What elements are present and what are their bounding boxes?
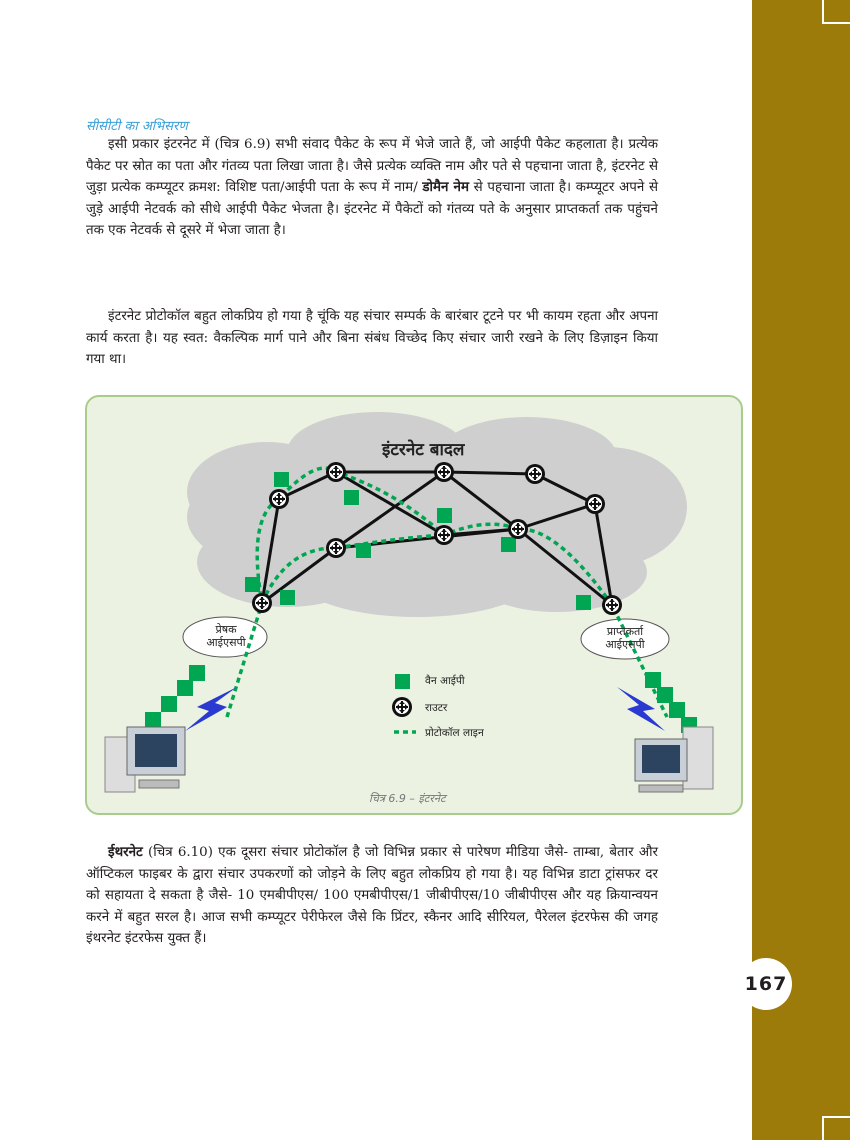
- label-line: आईएसपी: [605, 638, 645, 651]
- router-icon: [326, 538, 346, 558]
- receiver-computer-icon: [635, 727, 713, 792]
- sender-isp-label: [193, 623, 259, 649]
- router-icon: [269, 489, 289, 509]
- router-icon: [326, 462, 346, 482]
- figure-internet: [85, 395, 743, 815]
- legend-wan-ip: वैन आईपी: [425, 675, 465, 687]
- legend-protocol-line: प्रोटोकॉल लाइन: [425, 727, 484, 739]
- router-icon: [434, 462, 454, 482]
- paragraph-3: [86, 842, 658, 950]
- corner-mark-top: [822, 0, 850, 24]
- page-number: 167: [740, 958, 792, 1010]
- text: इसी प्रकार इंटरनेट में (चित्र 6.9) सभी संवाद पैकेट के रूप में भेजे जाते हैं, जो आईपी पैकेट कहलाता है। प्रत्येक पैकेट पर स्रोत का पता और गंतव्य पता लिखा जाता है। जैसे प्रत्येक व्यक्ति नाम और पते से पहचाना जाता है, इंटरनेट से जुड़ा प्रत्येक कम्प्यूटर क्रमश: विशिष्ट पता/आईपी पता के रूप में नाम/: [86, 137, 658, 195]
- label-line: प्राप्तकर्ता: [606, 625, 644, 638]
- figure-caption: चित्र 6.9 – इंटरनेट: [369, 792, 446, 805]
- figure-title: इंटरनेट बादल: [382, 440, 465, 460]
- router-icon: [508, 519, 528, 539]
- router-icon: [392, 697, 412, 717]
- sender-computer-icon: [105, 727, 185, 792]
- corner-mark-bottom: [822, 1116, 850, 1140]
- receiver-isp-label: [587, 625, 663, 651]
- bold-term: ईथरनेट: [108, 845, 143, 860]
- label-line: प्रेषक: [215, 623, 237, 636]
- text: (चित्र 6.10) एक दूसरा संचार प्रोटोकॉल है जो विभिन्न प्रकार से पारेषण मीडिया जैसे- ताम्बा, बेतार और ऑप्टिकल फाइबर के द्वारा संचार उपकरणों को जोड़ने के लिए बहुत लोकप्रिय हो गया है। यह विभिन्न डाटा ट्रांसफर दर को सहायता दे सकता है जैसे- 10 एमबीपीएस/ 100 एमबीपीएस/1 जीबीपीएस/10 जीबीपीएस और यह क्रियान्वयन करने में बहुत सरल है। आज सभी कम्प्यूटर पेरीफेरल जैसे कि प्रिंटर, स्कैनर आदि सीरियल, पैरेलल इंटरफेस की जगह इंथरनेट इंटरफेस युक्त हैं।: [86, 845, 658, 946]
- running-head: सीसीटी का अभिसरण: [86, 119, 188, 134]
- router-icon: [434, 525, 454, 545]
- router-icon: [252, 593, 272, 613]
- router-icon: [525, 464, 545, 484]
- label-line: आईएसपी: [206, 636, 246, 649]
- text: से पहचाना जाता है। कम्प्यूटर अपने से जुड़े आईपी नेटवर्क को सीधे आईपी पैकेट भेजता है। इंटरनेट में पैकेटों को गंतव्य पते के अनुसार प्राप्तकर्ता तक पहुंचने तक एक नेटवर्क से दूसरे में भेजा जाता है।: [86, 180, 658, 238]
- bold-term: डोमैन नेम: [422, 180, 469, 195]
- paragraph-2: इंटरनेट प्रोटोकॉल बहुत लोकप्रिय हो गया है चूंकि यह संचार सम्पर्क के बारंबार टूटने पर भी कायम रहता और अपना कार्य करता है। यह स्वत: वैकल्पिक मार्ग पाने और बिना संबंध विच्छेद किए संचार जारी रखने के लिए डिज़ाइन किया गया था।: [86, 309, 658, 367]
- router-icon: [585, 494, 605, 514]
- router-icon: [602, 595, 622, 615]
- paragraph-1: [86, 134, 658, 242]
- legend-router: राउटर: [425, 702, 448, 714]
